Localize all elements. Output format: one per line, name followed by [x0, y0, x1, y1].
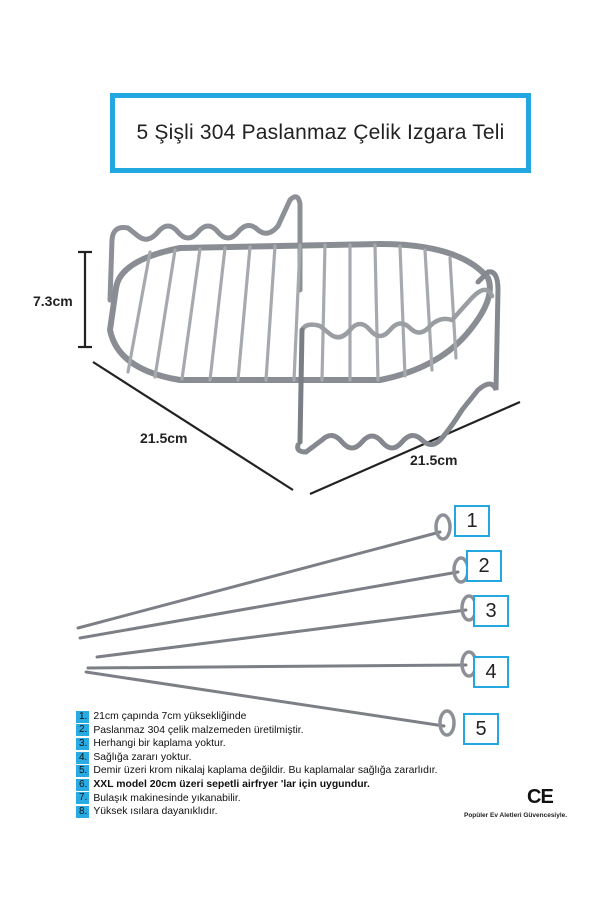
grill-rack: [110, 197, 498, 452]
feature-item: [76, 778, 438, 792]
feature-text: Sağlığa zararı yoktur.: [93, 751, 192, 763]
feature-text: XXL model 20cm üzeri sepetli airfryer 'lar için uygundur.: [93, 778, 370, 790]
skewer-label-5: 5: [463, 713, 499, 745]
page-title: 5 Şişli 304 Paslanmaz Çelik Izgara Teli: [136, 121, 505, 144]
skewers: [78, 515, 476, 735]
width-dimension-label-right: 21.5cm: [410, 452, 458, 468]
skewer-2: [80, 558, 468, 638]
feature-number: 4.: [76, 752, 89, 764]
feature-item: [76, 710, 438, 724]
feature-number: 6.: [76, 779, 89, 791]
ce-mark: CE: [527, 786, 553, 808]
feature-text: Paslanmaz 304 çelik malzemeden üretilmiştir.: [93, 724, 304, 736]
feature-text: Yüksek ısılara dayanıklıdır.: [93, 806, 218, 818]
skewer-label-1: 1: [454, 505, 490, 537]
skewer-label-2: 2: [466, 550, 502, 582]
feature-item: [76, 751, 438, 765]
width-dimension-line-right: [310, 402, 520, 494]
feature-item: [76, 792, 438, 806]
feature-number: 1.: [76, 711, 89, 723]
feature-number: 7.: [76, 792, 89, 804]
feature-item: [76, 737, 438, 751]
feature-text: Herhangi bir kaplama yoktur.: [93, 738, 226, 750]
feature-number: 8.: [76, 806, 89, 818]
width-dimension-label-left: 21.5cm: [140, 430, 188, 446]
skewer-1: [78, 515, 450, 628]
brand-tagline: Popüler Ev Aletleri Güvencesiyle.: [464, 812, 568, 819]
feature-text: Demir üzeri krom nikalaj kaplama değildir. Bu kaplamalar sağlığa zararlıdır.: [93, 765, 438, 777]
skewer-4: [88, 652, 476, 676]
feature-number: 3.: [76, 738, 89, 750]
feature-text: 21cm çapında 7cm yüksekliğinde: [93, 711, 247, 722]
skewer-label-3: 3: [473, 595, 509, 627]
feature-item: [76, 764, 438, 778]
skewer-label-4: 4: [473, 656, 509, 688]
height-dimension-label: 7.3cm: [33, 293, 73, 309]
feature-item: [76, 724, 438, 738]
feature-number: 5.: [76, 765, 89, 777]
feature-text: Bulaşık makinesinde yıkanabilir.: [93, 792, 241, 804]
feature-list: [76, 710, 438, 819]
feature-item: [76, 805, 438, 819]
feature-number: 2.: [76, 724, 89, 736]
